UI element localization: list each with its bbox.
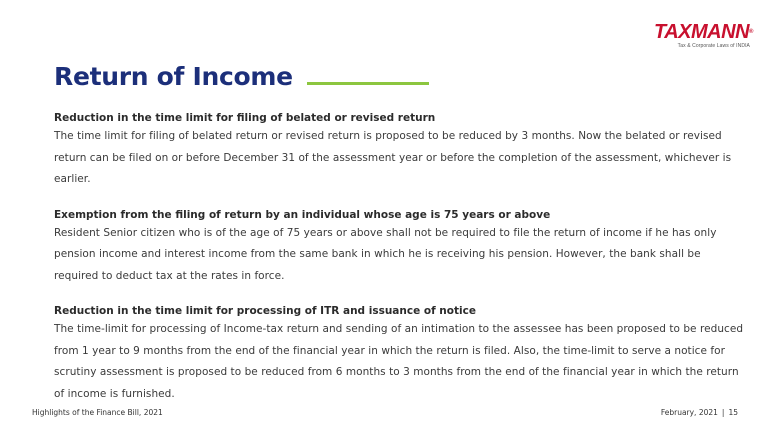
section-heading: Reduction in the time limit for filing of belated or revised return	[54, 112, 436, 124]
section-body: The time-limit for processing of Income-tax return and sending of an intimation to the assessee has been proposed to be reduced from 1 year to 9 months from the end of the financial year in which the return is filed. Also, the time-limit to serve a notice for scrutiny assessment is proposed to be reduced from 6 months to 3 months from the end of the financial year in which the return of income is furnished.	[54, 323, 744, 400]
page-number: 15	[728, 408, 738, 417]
section-itr-processing	[54, 304, 744, 405]
footer-document-title: Highlights of the Finance Bill, 2021	[32, 408, 163, 417]
footer-date: February, 2021	[660, 408, 718, 417]
content	[54, 111, 744, 422]
logo-tagline: Tax & Corporate Laws of INDIA	[677, 43, 750, 49]
footer-separator: |	[721, 408, 725, 417]
logo-registered-mark: ®	[749, 29, 753, 35]
section-body: The time limit for filing of belated return or revised return is proposed to be reduced by 3 months. Now the belated or revised return can be filed on or before December 31 of the assessment year or before the completion of the assessment, whichever is earlier.	[54, 130, 732, 185]
section-senior-citizen-exemption	[54, 208, 744, 288]
section-heading: Exemption from the filing of return by an individual whose age is 75 years or above	[54, 208, 551, 221]
title-accent-line	[307, 82, 429, 85]
title-row	[54, 62, 429, 91]
logo-text: TAXMANN	[654, 21, 750, 43]
taxmann-logo	[654, 21, 753, 50]
section-belated-return	[54, 111, 744, 191]
page-title: Return of Income	[54, 62, 293, 91]
section-body: Resident Senior citizen who is of the age of 75 years or above shall not be required to file the return of income if he has only pension income and interest income from the same bank in which he is receiving his pension. However, the bank shall be required to deduct tax at the rates in force.	[54, 226, 717, 282]
logo-wordmark	[654, 21, 753, 43]
footer-page-info	[661, 408, 738, 417]
section-heading: Reduction in the time limit for processing of ITR and issuance of notice	[54, 305, 476, 317]
